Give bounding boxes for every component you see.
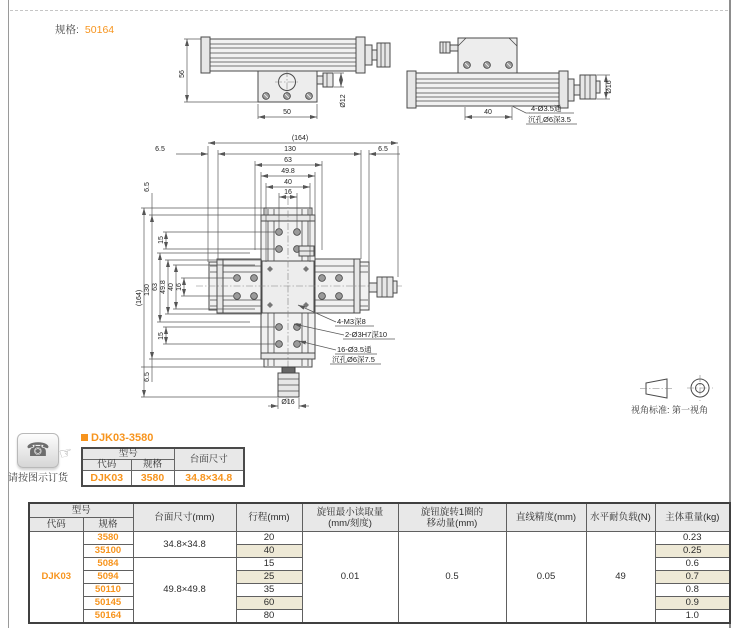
dim-label: 6.5	[144, 372, 151, 382]
order-size: 34.8×34.8	[174, 471, 244, 487]
weight-value: 0.23	[655, 532, 730, 545]
dim-label: 40	[168, 283, 175, 291]
weight-value: 0.7	[655, 571, 730, 584]
order-table	[81, 447, 245, 487]
spec-code-link[interactable]: 50145	[83, 597, 133, 610]
dim-label: 16	[176, 283, 183, 291]
col-header-accuracy: 直线精度(mm)	[506, 503, 586, 532]
travel-value: 80	[236, 610, 302, 624]
order-header-code: 代码	[82, 460, 131, 471]
order-header-spec: 规格	[131, 460, 174, 471]
per-turn-value: 0.5	[398, 532, 506, 624]
dim-label: 6.5	[144, 182, 151, 192]
travel-value: 35	[236, 584, 302, 597]
col-header-min-reading-line2: (mm/刻度)	[328, 517, 372, 529]
col-header-load: 水平耐负载(N)	[586, 503, 655, 532]
order-header-model: 型号	[82, 448, 174, 460]
spec-value: 50164	[84, 24, 115, 36]
spec-code-link[interactable]: 50110	[83, 584, 133, 597]
dim-label: 6.5	[378, 146, 388, 153]
min-reading-value: 0.01	[302, 532, 398, 624]
dim-label: (164)	[291, 135, 309, 142]
hole-annotation: 2-Ø3H7深10	[345, 330, 388, 339]
col-header-per-turn-line2: 移动量(mm)	[426, 517, 478, 529]
weight-value: 0.9	[655, 597, 730, 610]
dim-label: Ø16	[606, 80, 613, 94]
dim-label: 40	[484, 109, 492, 116]
travel-value: 25	[236, 571, 302, 584]
col-header-code: 代码	[29, 518, 83, 532]
order-note: 请按图示订货	[8, 473, 68, 484]
dim-label: 15	[158, 332, 165, 340]
dim-label: Ø16	[281, 399, 295, 406]
size-value: 49.8×49.8	[133, 558, 236, 624]
weight-value: 0.25	[655, 545, 730, 558]
travel-value: 40	[236, 545, 302, 558]
col-header-per-turn-line1: 旋钮旋转1圈的	[420, 506, 484, 518]
load-value: 49	[586, 532, 655, 624]
dim-label: 49.8	[160, 280, 167, 294]
col-header-weight: 主体重量(kg)	[655, 503, 730, 532]
order-spec: 3580	[131, 471, 174, 487]
hole-annotation: 沉孔Ø6深3.5	[528, 115, 571, 124]
hole-annotation: 16-Ø3.5通	[337, 345, 372, 354]
col-header-spec: 规格	[83, 518, 133, 532]
dim-label: 56	[179, 70, 186, 78]
top-dashed-divider	[10, 10, 728, 11]
dim-label: 40	[284, 179, 292, 186]
dim-label: 63	[152, 283, 159, 291]
dim-label: Ø12	[340, 94, 347, 108]
order-code: DJK03	[82, 471, 131, 487]
dim-label: 6.5	[155, 146, 165, 153]
dim-label: 16	[284, 189, 292, 196]
dim-label: (164)	[136, 289, 143, 307]
dim-label: 130	[284, 146, 296, 153]
projection-symbol	[631, 375, 713, 415]
col-header-travel: 行程(mm)	[236, 503, 302, 532]
weight-value: 0.6	[655, 558, 730, 571]
weight-value: 0.8	[655, 584, 730, 597]
weight-value: 1.0	[655, 610, 730, 624]
col-header-model: 型号	[29, 503, 133, 518]
technical-drawing	[0, 28, 750, 430]
hole-annotation: 4-M3深8	[337, 317, 366, 326]
spec-code-link[interactable]: 5084	[83, 558, 133, 571]
front-view	[179, 37, 390, 119]
spec-label: 规格:	[55, 24, 79, 36]
travel-value: 20	[236, 532, 302, 545]
order-header-size: 台面尺寸	[174, 448, 244, 471]
size-value: 34.8×34.8	[133, 532, 236, 558]
col-header-min-reading-line1: 旋钮最小读取量	[316, 506, 384, 518]
spec-code-link[interactable]: 3580	[83, 532, 133, 545]
spec-code-link[interactable]: 35100	[83, 545, 133, 558]
side-view	[407, 38, 613, 124]
plan-view	[136, 135, 402, 409]
spec-code-link[interactable]: 50164	[83, 610, 133, 624]
dim-label: 15	[158, 236, 165, 244]
dim-label: 50	[283, 109, 291, 116]
col-header-per-turn	[398, 503, 506, 532]
table-row	[29, 532, 730, 545]
title-bullet	[81, 434, 88, 441]
pointing-hand-icon: ☞	[57, 443, 75, 464]
travel-value: 15	[236, 558, 302, 571]
order-title-text: DJK03-3580	[91, 432, 154, 444]
hole-annotation: 沉孔Ø6深7.5	[332, 355, 375, 364]
travel-value: 60	[236, 597, 302, 610]
dim-label: 130	[144, 284, 151, 296]
series-code: DJK03	[29, 532, 83, 624]
first-angle-cone-icon	[640, 379, 673, 398]
col-header-min-reading	[302, 503, 398, 532]
dim-label: 49.8	[281, 168, 295, 175]
accuracy-value: 0.05	[506, 532, 586, 624]
spec-table	[28, 502, 731, 624]
hole-annotation: 4-Ø3.5通	[531, 104, 562, 113]
phone-icon: ☎	[17, 433, 59, 468]
col-header-size: 台面尺寸(mm)	[133, 503, 236, 532]
projection-standard-label: 视角标准: 第一视角	[631, 405, 709, 415]
order-title	[81, 432, 153, 444]
dim-label: 63	[284, 157, 292, 164]
spec-code-link[interactable]: 5094	[83, 571, 133, 584]
first-angle-target-icon	[687, 375, 713, 401]
